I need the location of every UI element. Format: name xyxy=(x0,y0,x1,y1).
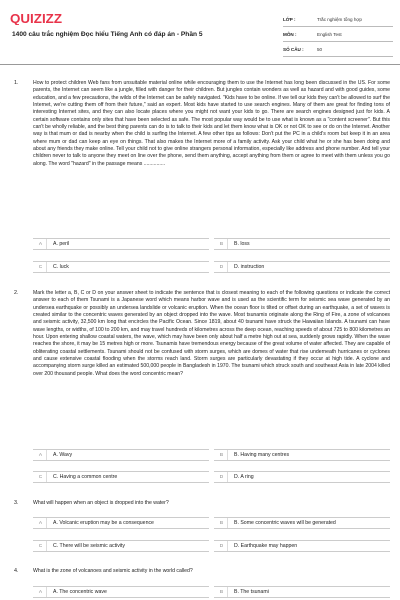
header xyxy=(0,0,400,62)
answer-row xyxy=(33,449,390,461)
option-text: A. Wavy xyxy=(53,452,73,458)
option-text: A. Volcanic eruption may be a consequence xyxy=(53,520,154,526)
option-text: D. instruction xyxy=(234,264,265,270)
option-letter: A xyxy=(35,450,47,460)
meta-row-lop xyxy=(283,12,393,27)
option-text: D. Earthquake may happen xyxy=(234,543,298,549)
option-text: D. A ring xyxy=(234,474,254,480)
option-letter: D xyxy=(216,472,228,482)
option-d[interactable] xyxy=(214,261,390,273)
option-a[interactable] xyxy=(33,586,209,598)
option-text: B. Some concentric waves will be generated xyxy=(234,520,336,526)
option-letter: A xyxy=(35,239,47,249)
option-text: C. luck xyxy=(53,264,69,270)
option-letter: A xyxy=(35,518,47,528)
option-text: A. The concentric wave xyxy=(53,589,107,595)
option-b[interactable] xyxy=(214,517,390,529)
answer-row xyxy=(33,261,390,273)
option-letter: A xyxy=(35,587,47,597)
answer-row xyxy=(33,540,390,552)
option-letter: C xyxy=(35,262,47,272)
meta-row-mon xyxy=(283,27,393,42)
answer-row xyxy=(33,238,390,250)
answer-row xyxy=(33,471,390,483)
meta-value: 50 xyxy=(317,46,323,52)
answer-row xyxy=(33,517,390,529)
option-letter: D xyxy=(216,262,228,272)
question-number: 2. xyxy=(14,290,19,296)
option-d[interactable] xyxy=(214,471,390,483)
question-number: 4. xyxy=(14,568,19,574)
option-text: C. Having a common centre xyxy=(53,474,118,480)
option-text: A. peril xyxy=(53,241,70,247)
option-letter: C xyxy=(35,472,47,482)
option-b[interactable] xyxy=(214,586,390,598)
option-letter: D xyxy=(216,541,228,551)
option-c[interactable] xyxy=(33,261,209,273)
option-letter: C xyxy=(35,541,47,551)
option-letter: B xyxy=(216,239,228,249)
meta-label: MÔN : xyxy=(283,31,297,37)
question-text: What is the zone of volcanoes and seismic activity in the world called? xyxy=(33,568,193,574)
meta-label: LỚP : xyxy=(283,16,296,22)
option-text: B. The tsunami xyxy=(234,589,269,595)
option-b[interactable] xyxy=(214,449,390,461)
meta-label: SỐ CÂU : xyxy=(283,46,304,52)
option-d[interactable] xyxy=(214,540,390,552)
option-text: B. loss xyxy=(234,241,250,247)
question-number: 1. xyxy=(14,80,19,86)
option-letter: B xyxy=(216,450,228,460)
question-text: How to protect children Web fans from unsuitable material online while encouraging them to use the Internet has long been discussed in the US. For some parents, the Internet can seem like a jungle, filled with danger for their children. But jungles contain wonders as well as hazard and with good guides, some education, and a few precautions, the wilds of the Internet can be safely navigated. "Kids have to be online. If we tell our kids they can't be allowed to surf the Internet, we're cutting them off from their future," said an expert. Most kids have started to use search engines. Many of them are great for finding tons of interesting Internet sites, and they can also locate places where you might not want your kids to go. There are search engines designed just for kids. A certain software contains only sites that have been selected as safe. The most popular way would be to use what is known as a "content screener". But this can't be wholly reliable, and the best thing parents can do is to talk to their kids and let them know what is OK or not OK to see or do on the Internet. Another way is that mum or dad is nearby when the child is surfing the Internet. A few other tips as follows: Don't put the PC in a child's room but keep it in an area where mum or dad can keep an eye on things. That also makes the Internet more of a family activity. Ask your child what he or she has been doing and about any friends they make online. Tell your child not to give online strangers personal information, especially like address and phone number. And tell your children never to talk to anyone they meet on line over the phone, send them anything, accept anything from them or agree to meet with them unless you go along. The word "hazard" in the passage means ............... xyxy=(33,80,390,167)
meta-value: English Test xyxy=(317,31,342,37)
meta-value: Trắc nghiệm tổng hợp xyxy=(317,16,362,22)
option-letter: B xyxy=(216,587,228,597)
logo-text: QUIZIZZ xyxy=(10,12,62,25)
answer-row xyxy=(33,586,390,598)
option-b[interactable] xyxy=(214,238,390,250)
meta-row-socau xyxy=(283,42,393,57)
quizizz-logo xyxy=(10,12,62,25)
option-c[interactable] xyxy=(33,471,209,483)
option-text: C. There will be seismic activity xyxy=(53,543,125,549)
question-text: Mark the letter a, B, C or D on your answer sheet to indicate the sentence that is closest meaning to each of the following questions or indicate the correct answer to each of them Tsunami is a Japanese word which means harbor wave and is used as the scientific term for seismic sea wave generated by an undersea earthquake or possibly an undersea landslide or volcanic eruption. When the ocean floor is tilted or offset during an earthquake, a set of waves is created similar to the concentric waves generated by an object dropped into the wave. Most tsunamis originate along the Ring of Fire, a zone of volcanoes and seismic activity, 32,500 km long that encircles the Pacific Ocean. Since 1819, about 40 tsunami have struck the Hawaiian Islands. A tsunami can have wave lengths, or widths, of 100 to 200 km, and may travel hundreds of kilometres across the deep ocean, reaching speeds of about 725 to 800 kilometres an hour. Upon entering shallow coastal waters, the wave, which may have been only about half a metre high out at sea, suddenly grows rapidly. When the wave reaches the shore, it may be 15 metres high or more. Tsunamis have tremendous energy because of the great volume of water affected. They are capable of obliterating coastal settlements. Tsunami should not be confused with storm surges, which are domes of water that rise underneath hurricanes or cyclones and cause extensive coastal flooding when the storms reach land. Storm surges are particularly devastating if they occur at high tide. A cyclone and accompanying storm surge killed an estimated 500,000 people in Bangladesh in 1970. The tsunami which struck south and southeast Asia in late 2004 killed over 200 thousand people. What does the word concentric mean? xyxy=(33,290,390,377)
meta-table xyxy=(283,12,393,57)
option-a[interactable] xyxy=(33,449,209,461)
header-divider xyxy=(0,64,400,65)
option-a[interactable] xyxy=(33,517,209,529)
option-letter: B xyxy=(216,518,228,528)
option-c[interactable] xyxy=(33,540,209,552)
document-title: 1400 câu trắc nghiệm Đọc hiểu Tiếng Anh có đáp án - Phần 5 xyxy=(12,31,203,38)
option-a[interactable] xyxy=(33,238,209,250)
question-text: What will happen when an object is dropped into the water? xyxy=(33,500,169,506)
question-number: 3. xyxy=(14,500,19,506)
option-text: B. Having many centres xyxy=(234,452,290,458)
